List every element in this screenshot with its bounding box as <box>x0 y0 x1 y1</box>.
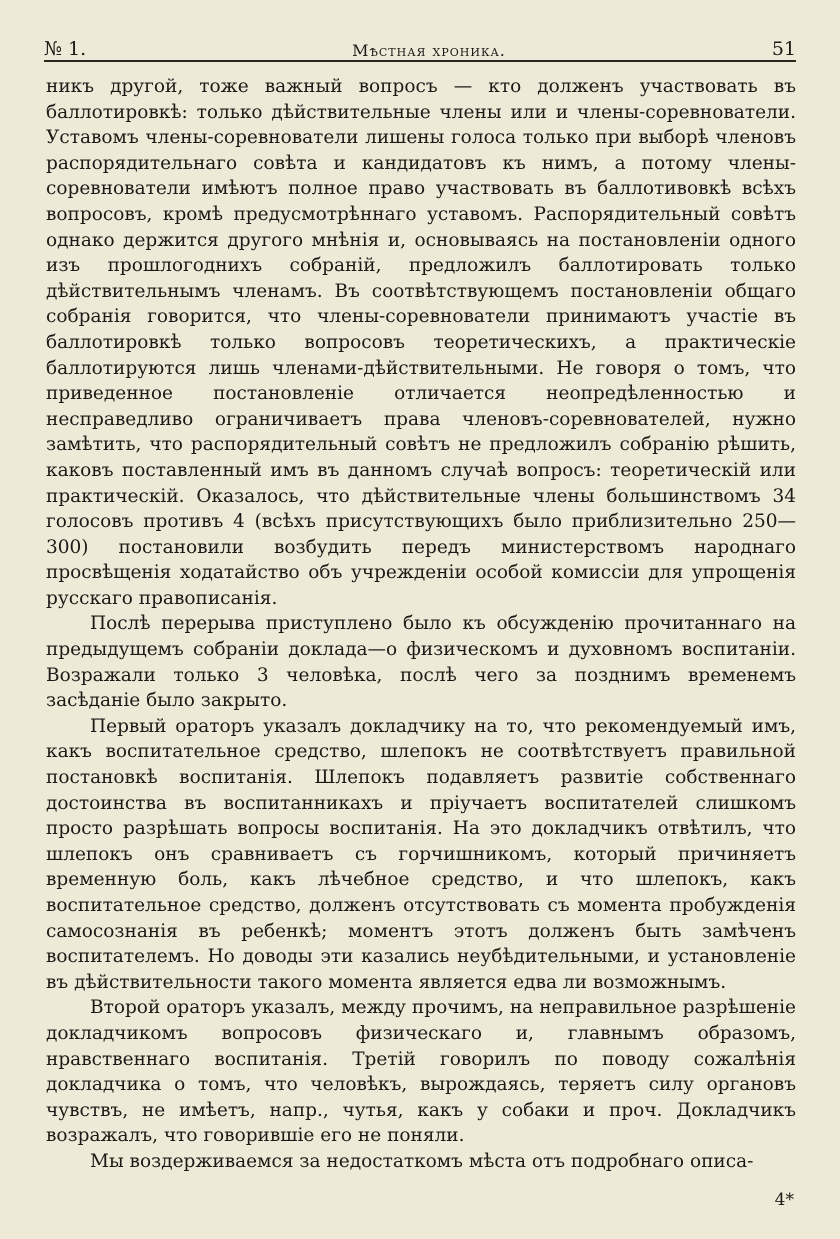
running-header <box>44 26 796 60</box>
paragraph: Первый ораторъ указалъ докладчику на то, что рекомендуемый имъ, какъ воспитательное средство, шлепокъ не соотвѣтствуетъ правильной постановкѣ воспитанія. Шлепокъ подавляетъ развитіе собственнаго достоинства въ воспитанникахъ и пріучаетъ воспитателей слишкомъ просто разрѣшать вопросы воспитанія. На это докладчикъ отвѣтилъ, что шлепокъ онъ сравниваетъ съ горчишникомъ, который причиняетъ временную боль, какъ лѣчебное средство, и что шлепокъ, какъ воспитательное средство, долженъ отсутствовать съ момента пробужденія самосознанія въ ребенкѣ; моментъ этотъ долженъ быть замѣченъ воспитателемъ. Но доводы эти казались неубѣдительными, и установленіе въ дѣйствительности такого момента является едва ли возможнымъ. <box>46 715 796 993</box>
paragraph-continued: никъ другой, тоже важный вопросъ — кто долженъ участвовать въ баллотировкѣ: только дѣйствительные члены или и члены-соревнователи. Уставомъ члены-соревнователи лишены голоса только при выборѣ членовъ распорядительнаго совѣта и кандидатовъ къ нимъ, а потому члены-соревнователи имѣютъ полное право участвовать въ баллотивовкѣ всѣхъ вопросовъ, кромѣ предусмотрѣннаго уставомъ. Распорядительный совѣтъ однако держится другого мнѣнія и, основываясь на постановленіи одного изъ прошлогоднихъ собраній, предложилъ баллотировать только дѣйствительнымъ членамъ. Въ соотвѣтствующемъ постановленіи общаго собранія говорится, что члены-соревнователи принимаютъ участіе въ баллотировкѣ только вопросовъ теоретическихъ, а практическіе баллотируются лишь членами-дѣйствительными. Не говоря о томъ, что приведенное постановленіе отличается неопредѣленностью и несправедливо ограничиваетъ права членовъ-соревнователей, нужно замѣтить, что распорядительный совѣтъ не предложилъ собранію рѣшить, каковъ поставленный имъ въ данномъ случаѣ вопросъ: теоретическій или практическій. Оказалось, что дѣйствительные члены большинствомъ 34 голосовъ противъ 4 (всѣхъ присутствующихъ было приблизительно 250—300) постановили возбудить передъ министерствомъ народнаго просвѣщенія ходатайство объ учрежденіи особой комиссіи для упрощенія русскаго правописанія. <box>46 76 796 609</box>
section-title: Мѣстная хроника. <box>352 41 506 60</box>
body-text <box>46 74 796 1175</box>
paragraph: Второй ораторъ указалъ, между прочимъ, на неправильное разрѣшеніе докладчикомъ вопросовъ физическаго и, главнымъ образомъ, нравственнаго воспитанія. Третій говорилъ по поводу сожалѣнія докладчика о томъ, что человѣкъ, вырождаясь, теряетъ силу органовъ чувствъ, не имѣетъ, напр., чутья, какъ у собаки и проч. Докладчикъ возражалъ, что говорившіе его не поняли. <box>46 997 796 1147</box>
issue-number: № 1. <box>44 38 87 60</box>
paragraph: Мы воздерживаемся за недостаткомъ мѣста отъ подробнаго описа- <box>90 1150 754 1172</box>
page-number: 51 <box>771 38 796 60</box>
signature-mark: 4* <box>774 1190 794 1210</box>
paragraph: Послѣ перерыва приступлено было къ обсужденію прочитаннаго на предыдущемъ собраніи доклада—о физическомъ и духовномъ воспитаніи. Возражали только 3 человѣка, послѣ чего за позднимъ временемъ засѣданіе было закрыто. <box>46 613 796 712</box>
header-rule <box>44 60 796 62</box>
